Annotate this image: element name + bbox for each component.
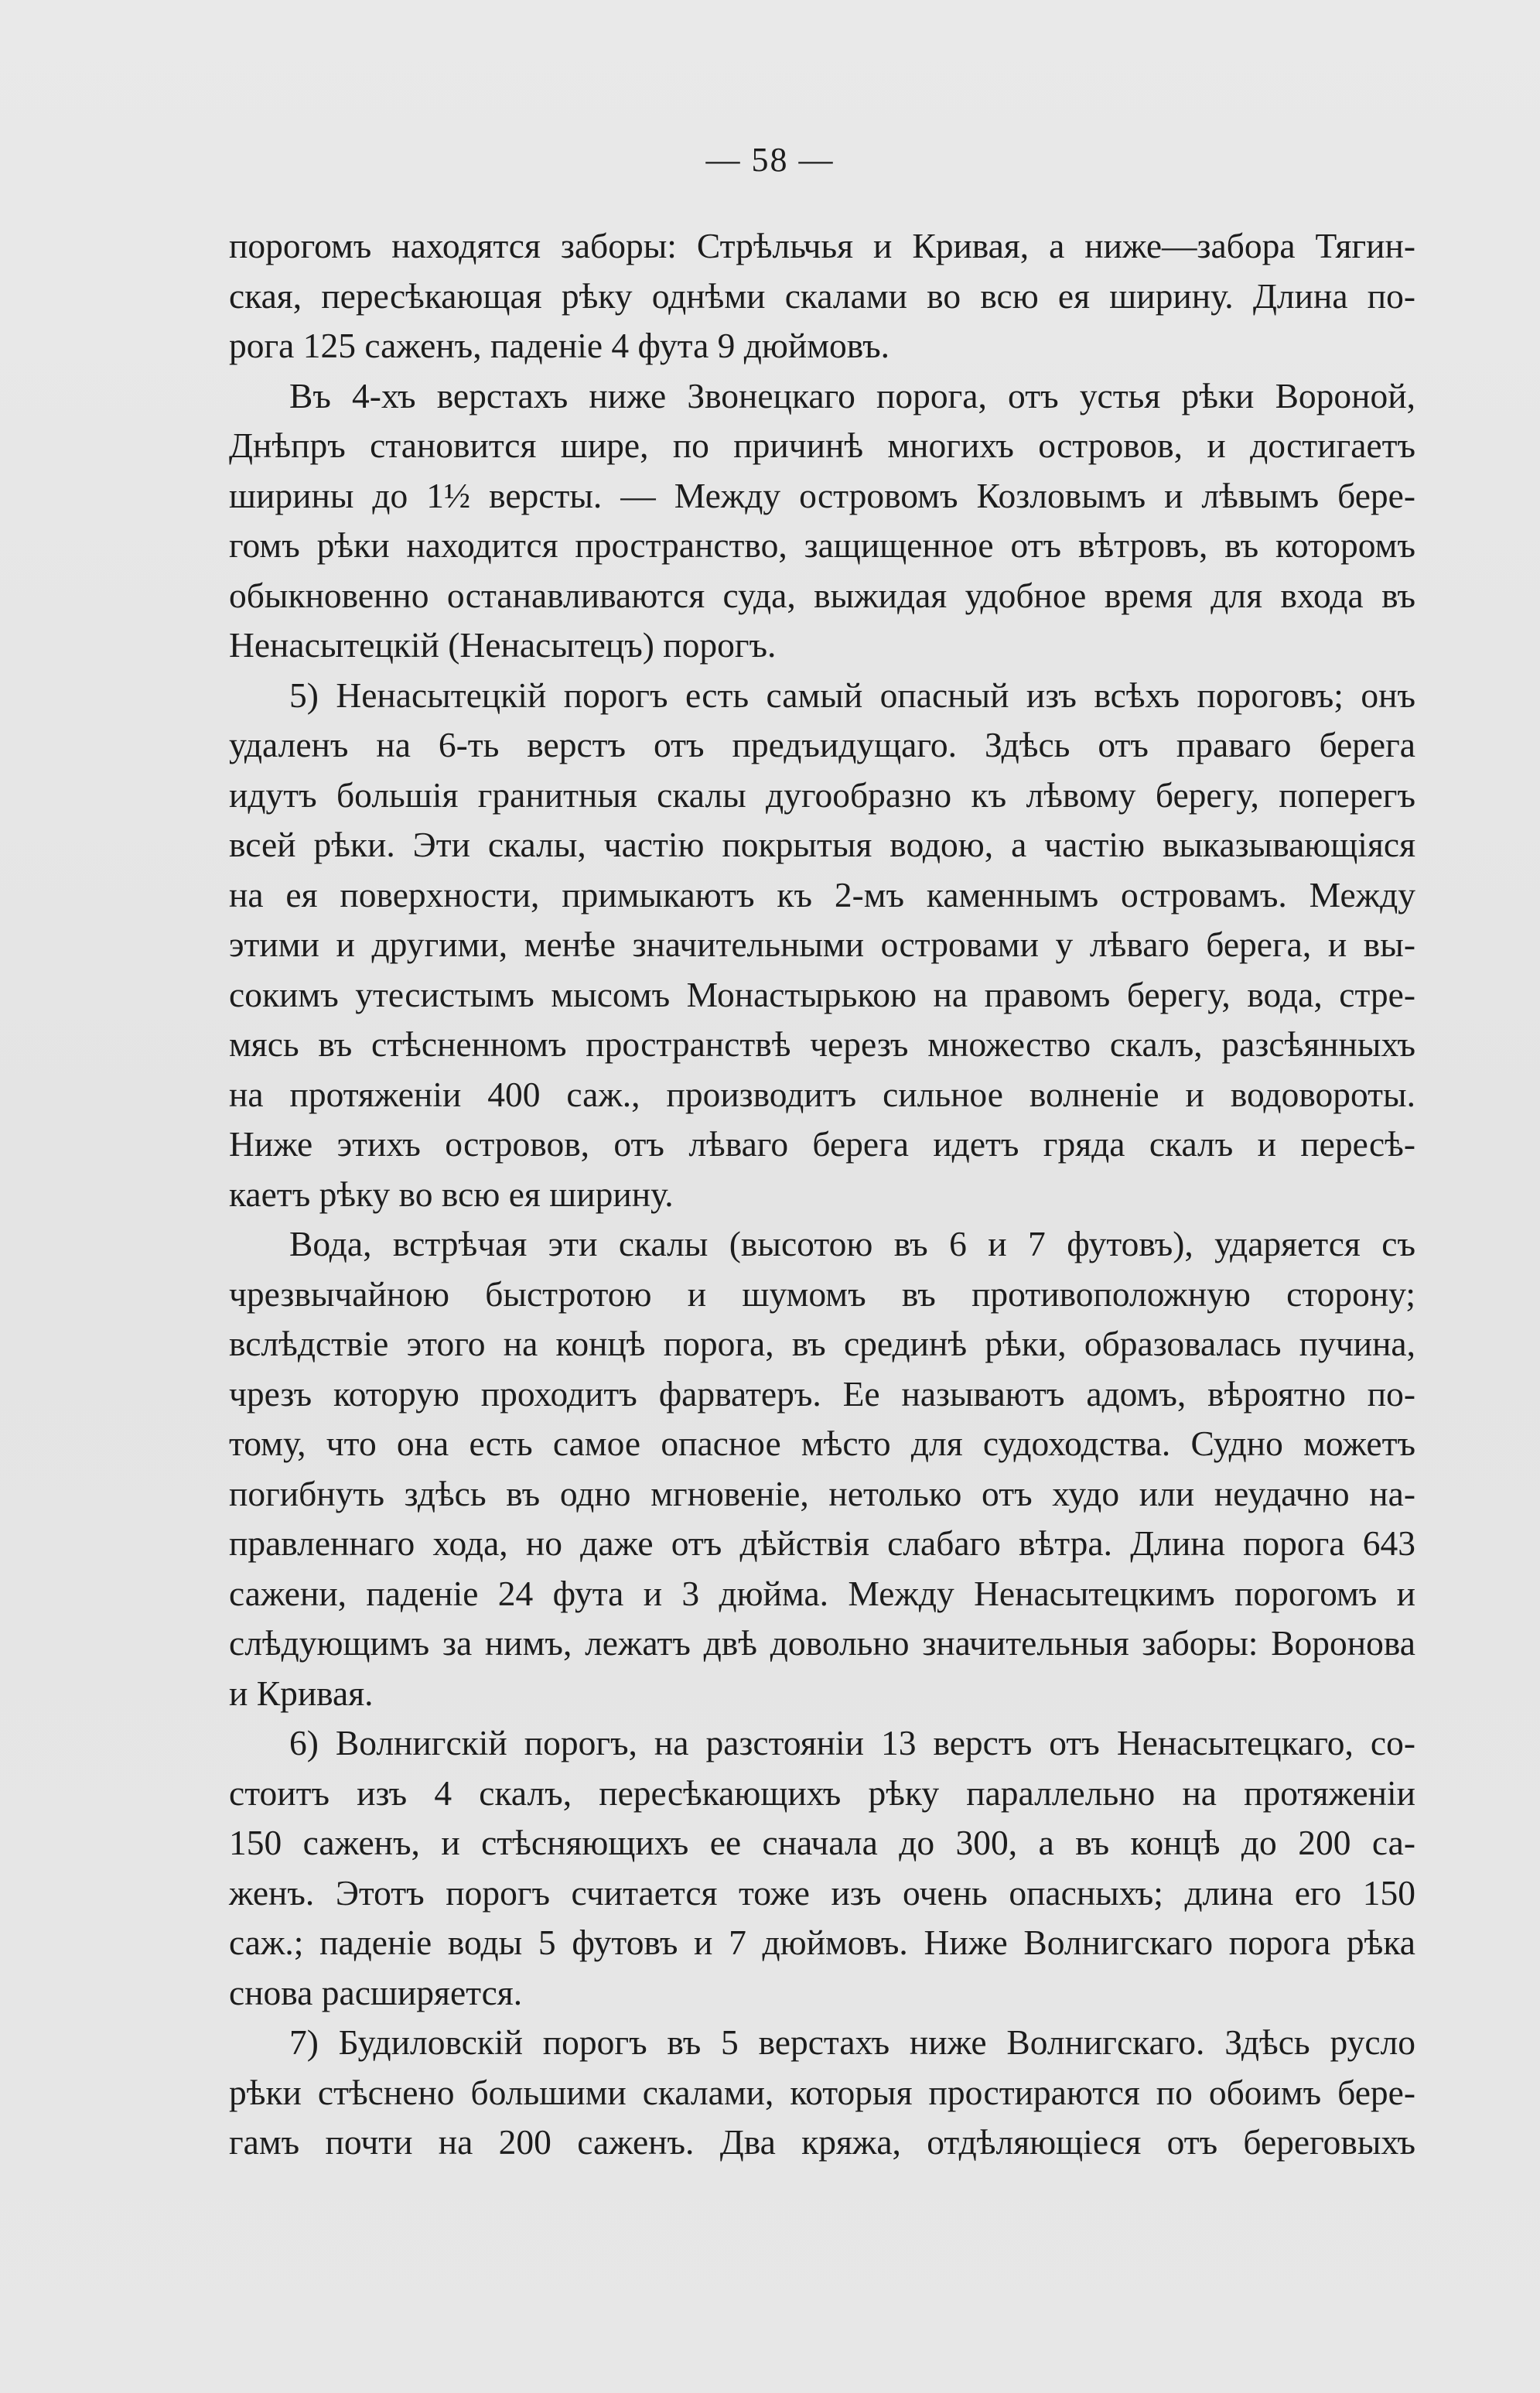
page-number: — 58 — [705, 141, 835, 179]
text-line: мясь въ стѣсненномъ пространствѣ черезъ множество скалъ, разсѣянныхъ [229, 1024, 1415, 1064]
text-line: погибнуть здѣсь въ одно мгновеніе, нетолько отъ худо или неудачно на- [229, 1473, 1415, 1513]
text-line: этими и другими, менѣе значительными островами у лѣваго берега, и вы- [229, 925, 1415, 964]
text-line: каетъ рѣку во всю ея ширину. [229, 1174, 674, 1214]
text-line: обыкновенно останавливаются суда, выжидая удобное время для входа въ [229, 575, 1415, 615]
text-line: на ея поверхности, примыкаютъ къ 2-мъ каменнымъ островамъ. Между [229, 874, 1415, 914]
text-line: саж.; паденіе воды 5 футовъ и 7 дюймовъ. Ниже Волнигскаго порога рѣка [229, 1923, 1415, 1962]
text-line: стоитъ изъ 4 скалъ, пересѣкающихъ рѣку параллельно на протяженіи [229, 1773, 1415, 1813]
text-line: сокимъ утесистымъ мысомъ Монастырькою на правомъ берегу, вода, стре- [229, 974, 1415, 1014]
text-line: Въ 4-хъ верстахъ ниже Звонецкаго порога, отъ устья рѣки Вороной, [289, 375, 1415, 415]
text-line: и Кривая. [229, 1673, 374, 1713]
text-line: ширины до 1½ версты. — Между островомъ Козловымъ и лѣвымъ бере- [229, 475, 1415, 515]
text-line: 150 саженъ, и стѣсняющихъ ее сначала до 300, а въ концѣ до 200 са- [229, 1823, 1415, 1862]
text-line: 7) Будиловскій порогъ въ 5 верстахъ ниже Волнигскаго. Здѣсь русло [289, 2022, 1415, 2062]
text-line: рога 125 саженъ, паденіе 4 фута 9 дюймовъ. [229, 326, 890, 365]
text-line: женъ. Этотъ порогъ считается тоже изъ очень опасныхъ; длина его 150 [229, 1872, 1415, 1913]
text-line: 5) Ненасытецкій порогъ есть самый опасный изъ всѣхъ пороговъ; онъ [289, 675, 1415, 715]
text-line: тому, что она есть самое опасное мѣсто для судоходства. Судно можетъ [229, 1424, 1415, 1463]
text-line: гомъ рѣки находится пространство, защищенное отъ вѣтровъ, въ которомъ [229, 525, 1415, 565]
text-line: сажени, паденіе 24 фута и 3 дюйма. Между Ненасытецкимъ порогомъ и [229, 1573, 1415, 1613]
text-line: снова расширяется. [229, 1972, 523, 2012]
text-line: удаленъ на 6-ть верстъ отъ предъидущаго. Здѣсь отъ праваго берега [229, 725, 1415, 764]
text-line: Ненасытецкій (Ненасытецъ) порогъ. [229, 625, 777, 665]
text-line: порогомъ находятся заборы: Стрѣльчья и Кривая, а ниже—забора Тягин- [229, 226, 1415, 265]
text-line: чрезвычайною быстротою и шумомъ въ противоположную сторону; [229, 1273, 1415, 1314]
text-line: слѣдующимъ за нимъ, лежатъ двѣ довольно значительныя заборы: Воронова [229, 1623, 1415, 1663]
text-line: вслѣдствіе этого на концѣ порога, въ срединѣ рѣки, образовалась пучина, [229, 1324, 1415, 1363]
body-text [229, 221, 1415, 2168]
text-line: чрезъ которую проходитъ фарватеръ. Ее называютъ адомъ, вѣроятно по- [229, 1373, 1415, 1414]
text-line: Ниже этихъ островов, отъ лѣваго берега идетъ гряда скалъ и пересѣ- [229, 1124, 1415, 1164]
text-line: ская, пересѣкающая рѣку однѣми скалами во всю ея ширину. Длина по- [229, 275, 1415, 316]
text-line: Днѣпръ становится шире, по причинѣ многихъ островов, и достигаетъ [229, 426, 1415, 465]
text-line: рѣки стѣснено большими скалами, которыя простираются по обоимъ бере- [229, 2072, 1415, 2112]
text-line: гамъ почти на 200 саженъ. Два кряжа, отдѣляющіеся отъ береговыхъ [229, 2122, 1415, 2162]
text-line: правленнаго хода, но даже отъ дѣйствія слабаго вѣтра. Длина порога 643 [229, 1523, 1415, 1563]
text-line: Вода, встрѣчая эти скалы (высотою въ 6 и 7 футовъ), ударяется съ [289, 1224, 1415, 1263]
text-line: 6) Волнигскій порогъ, на разстояніи 13 верстъ отъ Ненасытецкаго, со- [289, 1723, 1415, 1762]
text-line: всей рѣки. Эти скалы, частію покрытыя водою, а частію выказывающіяся [229, 825, 1415, 864]
text-line: на протяженіи 400 саж., производитъ сильное волненіе и водовороты. [229, 1074, 1415, 1114]
text-line: идутъ большія гранитныя скалы дугообразно къ лѣвому берегу, поперегъ [229, 774, 1415, 815]
